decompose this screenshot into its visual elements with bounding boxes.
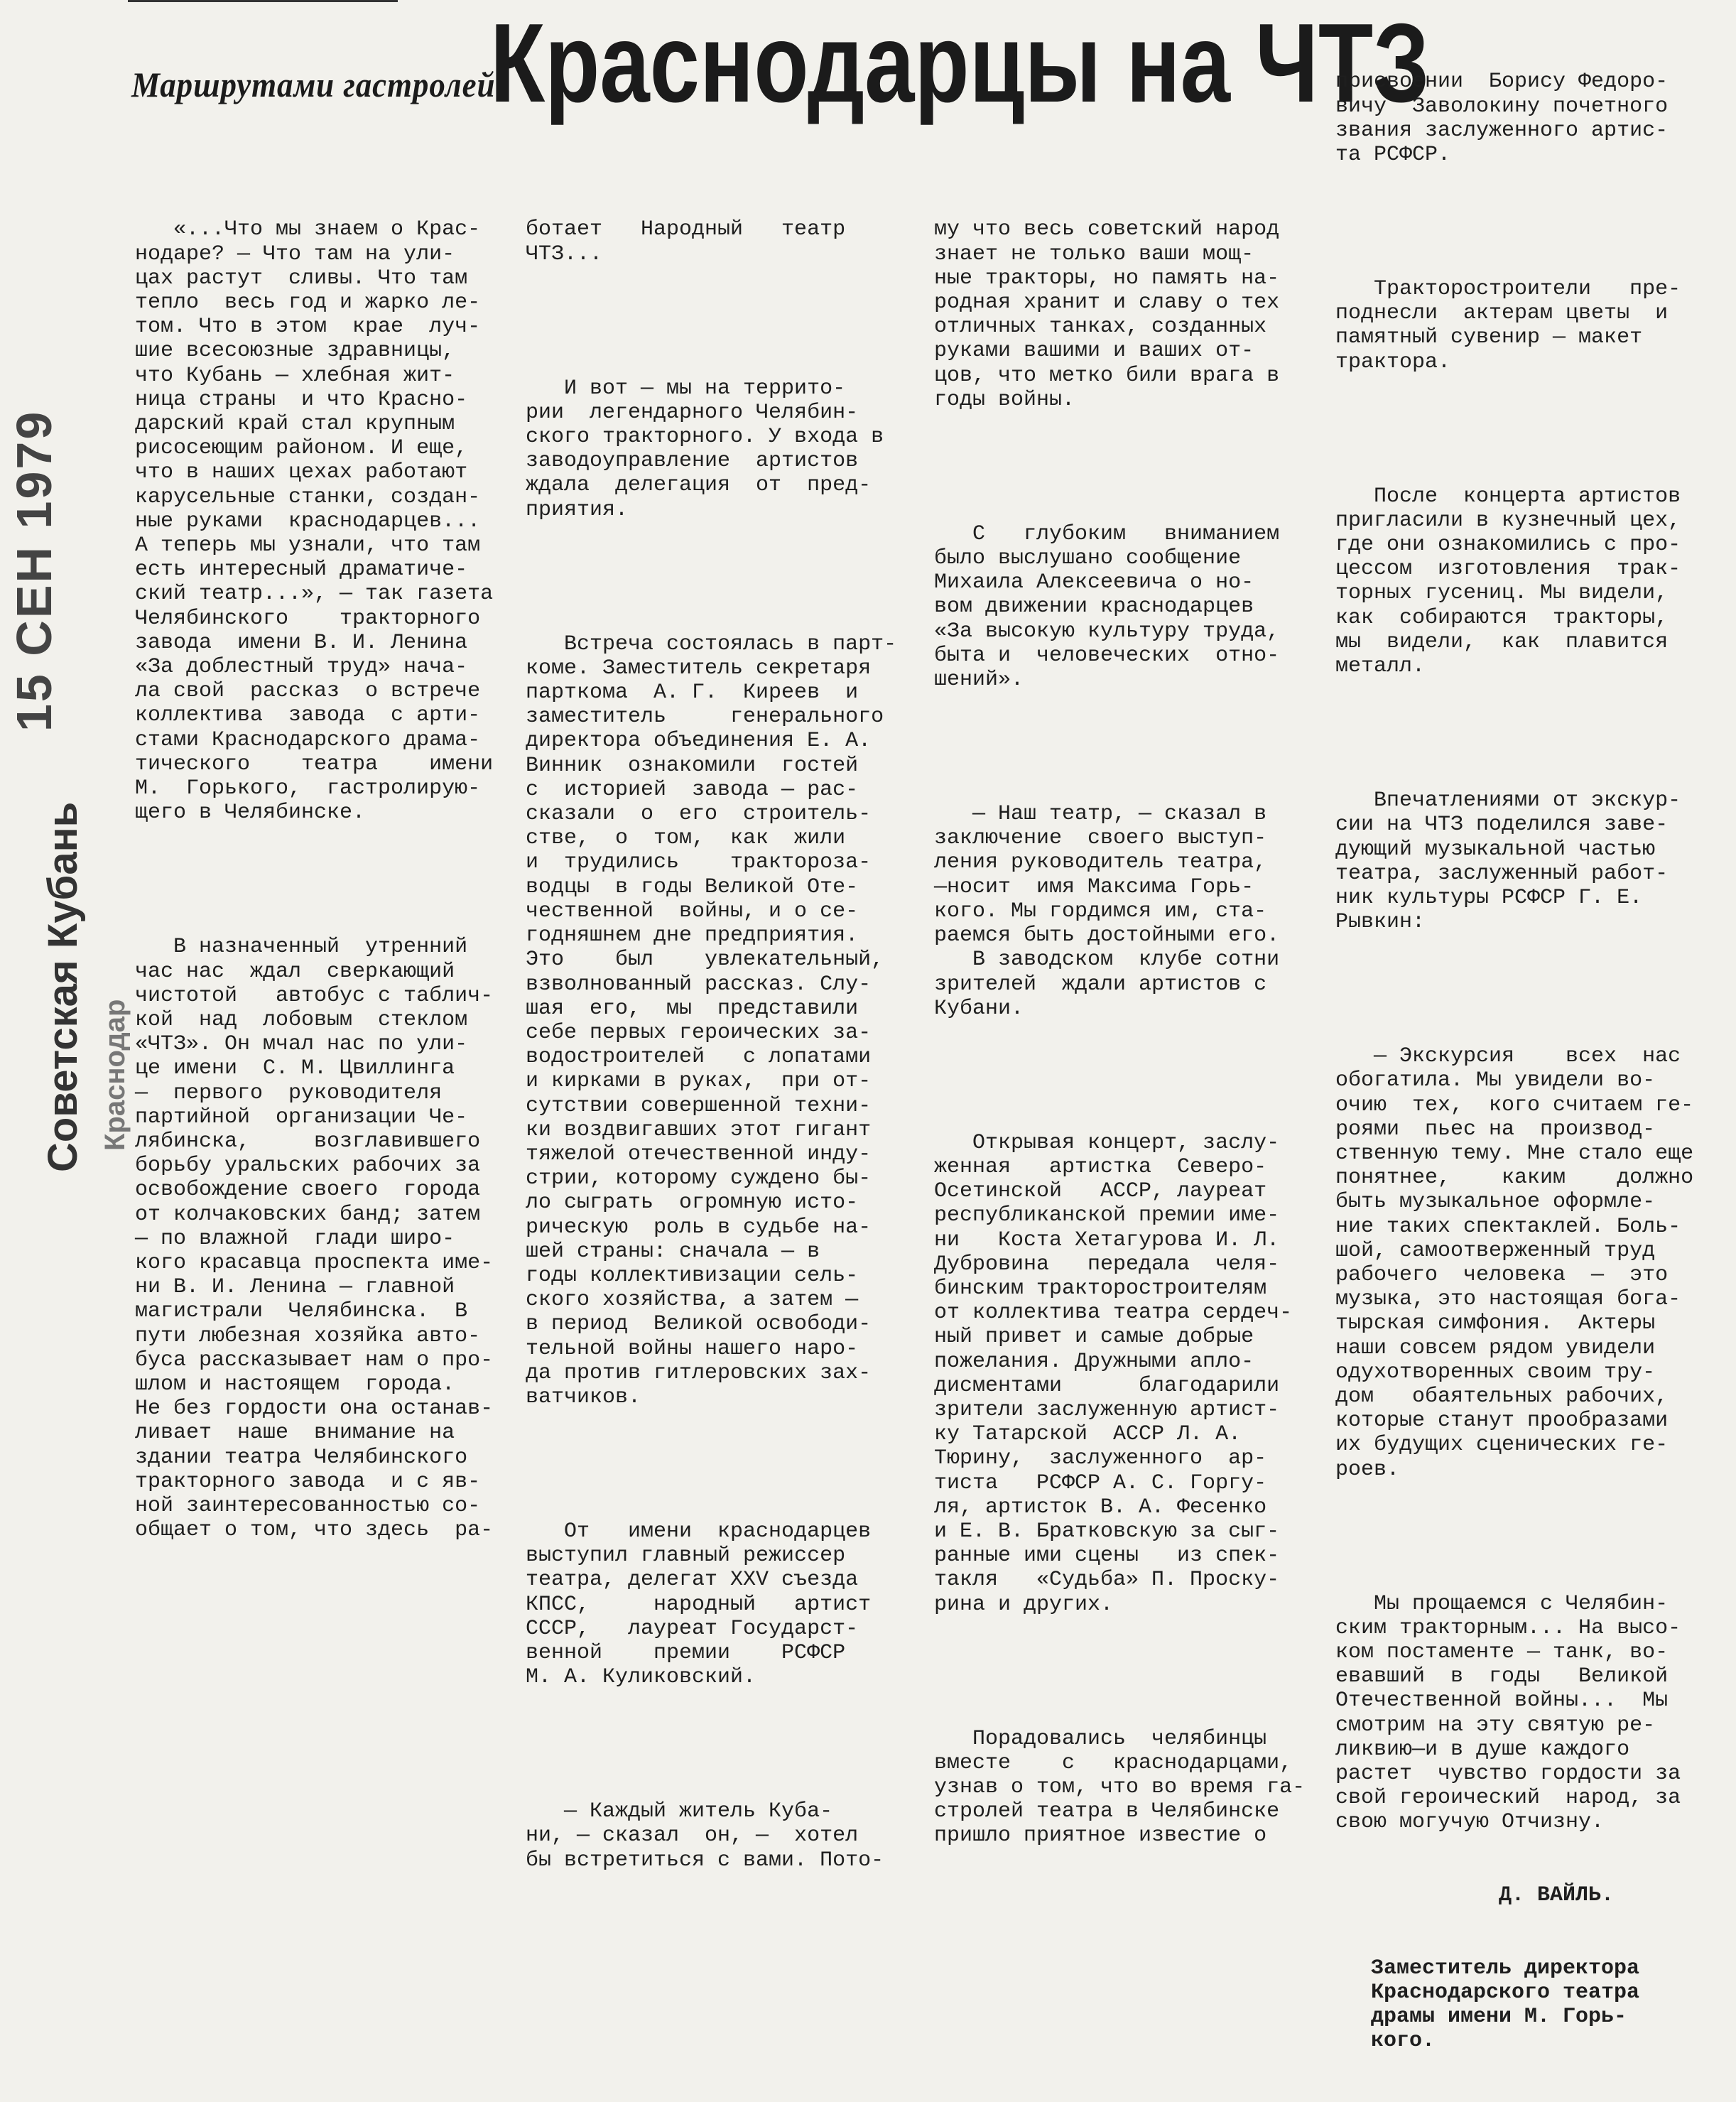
author-name: Д. ВАЙЛЬ. xyxy=(1499,1883,1615,1908)
paragraph: ботает Народный театр ЧТЗ... xyxy=(526,217,846,266)
paragraph: — Каждый житель Куба- ни, — сказал он, — хотел бы встретиться с вами. Пото- xyxy=(526,1799,884,1873)
article-column-2 xyxy=(526,169,896,1921)
paragraph: Встреча состоялась в парт- коме. Заместитель секретаря парткома А. Г. Киреев и заместитель генерального директора объединения Е. А. Винник ознакомили гостей с историей завода — рас- сказали о его строитель- стве, о том, как жили и трудились трактороза- водцы в годы Великой Оте- чественной войны, и о се- годняшнем дне предприятия. Это был увлекательный, взволнованный рассказ. Слу- шая его, мы представили себе первых героических за- водостроителей с лопатами и кирками в руках, при от- сутствии совершенной техни- ки воздвигавших этот гигант тяжелой отечественной инду- стрии, которому суждено бы- ло сыграть огромную исто- рическую роль в судьбе на- шей страны: сначала — в годы коллективизации сель- ского хозяйства, а затем — в период Великой освободи- тельной войны нашего наро- да против гитлеровских зах- ватчиков. xyxy=(526,632,897,1409)
paragraph: «...Что мы знаем о Крас- нодаре? — Что там на ули- цах растут сливы. Что там тепло весь год и жарко ле- том. Что в этом крае луч- шие всесоюзные здравницы, что Кубань — хлебная жит- ница страны и что Красно- дарский край стал крупным рисосеющим районом. И еще, что в наших цехах работают карусельные станки, создан- ные руками краснодарцев... А теперь мы узнали, что там есть интересный драматиче- ский театр...», — так газета Челябинского тракторного завода имени В. И. Ленина «За доблестный труд» нача- ла свой рассказ о встрече коллектива завода с арти- стами Краснодарского драма- тического театра имени М. Горького, гастролирую- щего в Челябинске. xyxy=(135,217,494,825)
rubric: Маршрутами гастролей xyxy=(131,65,496,104)
paragraph: Мы прощаемся с Челябин- ским тракторным... На высо- ком постаменте — танк, во- евавший в годы Великой Отечественной войны... Мы смотрим на эту святую ре- ликвию—и в душе каждого растет чувство гордости за свой героический народ, за свою могучую Отчизну. xyxy=(1335,1591,1681,1835)
paragraph: Порадовались челябинцы вместе с краснодарцами, узнав о том, что во время га- стролей театра в Челябинске пришло приятное известие о xyxy=(934,1726,1306,1848)
newspaper-name-stamp: Советская Кубань xyxy=(40,801,86,1172)
paragraph: После концерта артистов пригласили в кузнечный цех, где они ознакомились с про- цессом изготовления трак- торных гусениц. Мы видели, как собираются тракторы, мы видели, как плавится металл. xyxy=(1335,484,1681,679)
author-role: Заместитель директора Краснодарского театра драмы имени М. Горь- кого. xyxy=(1371,1956,1640,2054)
date-stamp: 15 СЕН 1979 xyxy=(6,409,62,732)
paragraph: Открывая концерт, заслу- женная артистка Северо- Осетинской АССР, лауреат республиканской премии име- ни Коста Хетагурова И. Л. Дубровина передала челя- бинским тракторостроителям от коллектива театра сердеч- ный привет и самые добрые пожелания. Дружными апло- дисментами благодарили зрители заслуженную артист- ку Татарской АССР Л. А. Тюрину, заслуженного ар- тиста РСФСР А. С. Горгу- ля, артисток В. А. Фесенко и Е. В. Братковскую за сыг- ранные ими сцены из спек- такля «Судьба» П. Проску- рина и других. xyxy=(934,1130,1293,1617)
paragraph: От имени краснодарцев выступил главный режиссер театра, делегат XXV съезда КПСС, народный артист СССР, лауреат Государст- венной премии РСФСР М. А. Куликовский. xyxy=(526,1519,872,1690)
paragraph: — Экскурсия всех нас обогатила. Мы увидели во- очию тех, кого считаем ге- роями пьес на производ- ственную тему. Мне стало еще понятнее, каким должно быть музыкальное оформле- ние таких спектаклей. Боль- шой, самоотверженный труд рабочего человека — это музыка, это настоящая бога- тырская симфония. Актеры наши совсем рядом увидели одухотворенных своим тру- дом обаятельных рабочих, которые станут прообразами их будущих сценических ге- роев. xyxy=(1335,1044,1694,1482)
top-rule xyxy=(128,0,398,9)
paragraph: В назначенный утренний час нас ждал сверкающий чистотой автобус с таблич- кой над лобовым стеклом «ЧТЗ». Он мчал нас по ули- це имени С. М. Цвиллинга — первого руководителя партийной организации Че- лябинска, возглавившего борьбу уральских рабочих за освобождение своего города от колчаковских банд; затем — по влажной глади широ- кого красавца проспекта име- ни В. И. Ленина — главной магистрали Челябинска. В пути любезная хозяйка авто- буса рассказывает нам о про- шлом и настоящем города. Не без гордости она останав- ливает наше внимание на здании театра Челябинского тракторного завода и с яв- ной заинтересованностью со- общает о том, что здесь ра- xyxy=(135,935,494,1543)
article-column-1 xyxy=(135,169,493,1591)
paragraph: Тракторостроители пре- поднесли актерам цветы и памятный сувенир — макет трактора. xyxy=(1335,277,1681,374)
headline: Краснодарцы на ЧТЗ xyxy=(490,1,1430,126)
paragraph: му что весь советский народ знает не только ваши мощ- ные тракторы, но память на- родная хранит и славу о тех отличных танках, созданных руками вашими и ваших от- цов, что метко били врага в годы войны. xyxy=(934,217,1280,412)
article-column-3 xyxy=(934,169,1305,1897)
article-column-4 xyxy=(1335,21,1693,2102)
paragraph: Впечатлениями от экскур- сии на ЧТЗ поделился заве- дующий музыкальной частью театра, заслуженный работ- ник культуры РСФСР Г. Е. Рывкин: xyxy=(1335,789,1681,935)
city-stamp: Краснодар xyxy=(99,999,131,1151)
paragraph: И вот — мы на террито- рии легендарного Челябин- ского тракторного. У входа в заводоуправление артистов ждала делегация от пред- приятия. xyxy=(526,376,884,522)
paragraph: С глубоким вниманием было выслушано сообщение Михаила Алексеевича о но- вом движении краснодарцев «За высокую культуру труда, быта и человеческих отно- шений». xyxy=(934,521,1280,693)
paragraph: присвоении Борису Федоро- вичу Заволокину почетного звания заслуженного артис- та РСФСР. xyxy=(1335,70,1669,168)
paragraph: — Наш театр, — сказал в заключение своего выступ- ления руководитель театра, —носит имя Максима Горь- кого. Мы гордимся им, ста- раемся быть достойными его. В заводском клубе сотни зрителей ждали артистов с Кубани. xyxy=(934,802,1280,1021)
